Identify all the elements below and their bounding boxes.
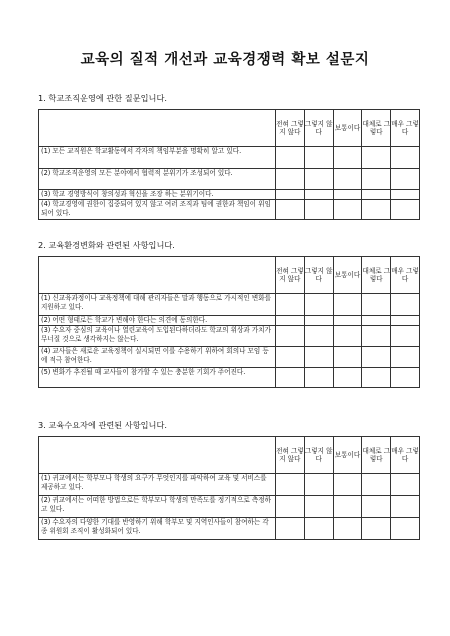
answer-cell[interactable] xyxy=(391,200,420,220)
section-1 xyxy=(38,93,418,220)
question-text: (1) 모든 교직원은 학교활동에서 각자의 책임부분을 명확히 알고 있다. xyxy=(39,147,276,169)
table-row xyxy=(39,496,420,518)
question-text: (1) 신교육과정이나 교육정책에 대해 관리자들은 말과 행동으로 가시적인 변화를 지원하고 있다. xyxy=(39,294,276,316)
table-row xyxy=(39,190,420,200)
answer-cell[interactable] xyxy=(391,316,420,326)
answer-cell[interactable] xyxy=(333,518,362,540)
answer-cell[interactable] xyxy=(391,326,420,347)
answer-cell[interactable] xyxy=(362,200,391,220)
question-header xyxy=(39,437,276,474)
question-text: (4) 학교경영에 권한이 집중되어 있지 않고 여러 조직과 팀에 권한과 책임이 위임되어 있다. xyxy=(39,200,276,220)
answer-cell[interactable] xyxy=(362,169,391,190)
table-row xyxy=(39,347,420,368)
answer-cell[interactable] xyxy=(276,496,305,518)
answer-cell[interactable] xyxy=(333,294,362,316)
section-heading: 1. 학교조직운영에 관한 질문입니다. xyxy=(38,93,167,103)
answer-cell[interactable] xyxy=(333,474,362,496)
answer-cell[interactable] xyxy=(391,294,420,316)
answer-cell[interactable] xyxy=(276,326,305,347)
table-row xyxy=(39,474,420,496)
answer-cell[interactable] xyxy=(304,200,333,220)
answer-cell[interactable] xyxy=(333,200,362,220)
question-header xyxy=(39,110,276,147)
answer-cell[interactable] xyxy=(333,496,362,518)
question-text: (2) 귀교에서는 어떠한 방법으로든 학부모나 학생의 만족도를 정기적으로 측정하고 있다. xyxy=(39,496,276,518)
answer-cell[interactable] xyxy=(304,518,333,540)
document-title: 교육의 질적 개선과 교육경쟁력 확보 설문지 xyxy=(80,51,370,68)
question-text: (2) 학교조직운영의 모든 분야에서 협력적 분위기가 조성되어 있다. xyxy=(39,169,276,190)
answer-cell[interactable] xyxy=(391,474,420,496)
answer-cell[interactable] xyxy=(304,190,333,200)
table-row xyxy=(39,147,420,169)
section-heading: 3. 교육수요자에 관련된 사항입니다. xyxy=(38,420,167,430)
answer-cell[interactable] xyxy=(276,200,305,220)
answer-cell[interactable] xyxy=(362,347,391,368)
answer-cell[interactable] xyxy=(391,190,420,200)
table-row xyxy=(39,169,420,190)
question-text: (2) 어떤 형태로든 학교가 변해야 한다는 의견에 동의한다. xyxy=(39,316,276,326)
table-header-row xyxy=(39,110,420,147)
answer-cell[interactable] xyxy=(333,147,362,169)
answer-cell[interactable] xyxy=(304,169,333,190)
question-header xyxy=(39,257,276,294)
answer-cell[interactable] xyxy=(304,496,333,518)
answer-cell[interactable] xyxy=(276,474,305,496)
answer-cell[interactable] xyxy=(304,294,333,316)
table-row xyxy=(39,518,420,540)
scale-header: 대체로 그렇다 xyxy=(362,437,391,474)
survey-table xyxy=(38,109,420,220)
scale-header: 그렇지 않다 xyxy=(304,257,333,294)
answer-cell[interactable] xyxy=(333,316,362,326)
table-row xyxy=(39,326,420,347)
answer-cell[interactable] xyxy=(362,326,391,347)
answer-cell[interactable] xyxy=(276,518,305,540)
table-row xyxy=(39,368,420,388)
scale-header: 보통이다 xyxy=(333,257,362,294)
scale-header: 매우 그렇다 xyxy=(391,437,420,474)
answer-cell[interactable] xyxy=(276,316,305,326)
survey-table xyxy=(38,256,420,388)
section-2 xyxy=(38,240,418,388)
answer-cell[interactable] xyxy=(333,368,362,388)
answer-cell[interactable] xyxy=(276,368,305,388)
answer-cell[interactable] xyxy=(362,496,391,518)
answer-cell[interactable] xyxy=(391,147,420,169)
table-row xyxy=(39,200,420,220)
answer-cell[interactable] xyxy=(304,147,333,169)
answer-cell[interactable] xyxy=(333,190,362,200)
question-text: (4) 교사들은 새로운 교육정책이 실시되면 이를 수용하기 위하여 회의나 모임 등에 적극 참여한다. xyxy=(39,347,276,368)
answer-cell[interactable] xyxy=(333,326,362,347)
section-3 xyxy=(38,420,418,540)
answer-cell[interactable] xyxy=(276,347,305,368)
scale-header: 매우 그렇다 xyxy=(391,110,420,147)
answer-cell[interactable] xyxy=(276,147,305,169)
answer-cell[interactable] xyxy=(304,474,333,496)
answer-cell[interactable] xyxy=(362,190,391,200)
scale-header: 전혀 그렇지 않다 xyxy=(276,437,305,474)
scale-header: 대체로 그렇다 xyxy=(362,110,391,147)
answer-cell[interactable] xyxy=(391,496,420,518)
answer-cell[interactable] xyxy=(276,190,305,200)
answer-cell[interactable] xyxy=(362,147,391,169)
scale-header: 전혀 그렇지 않다 xyxy=(276,257,305,294)
question-text: (1) 귀교에서는 학부모나 학생의 요구가 무엇인지를 파악하여 교육 및 서비스를 제공하고 있다. xyxy=(39,474,276,496)
answer-cell[interactable] xyxy=(276,294,305,316)
answer-cell[interactable] xyxy=(391,347,420,368)
table-header-row xyxy=(39,437,420,474)
question-text: (5) 변화가 추진될 때 교사들이 참가할 수 있는 충분한 기회가 주어진다. xyxy=(39,368,276,388)
survey-table xyxy=(38,436,420,540)
answer-cell[interactable] xyxy=(304,368,333,388)
question-text: (3) 수요자의 다양한 기대를 반영하기 위해 학부모 및 지역인사들이 참여하는 각종 위원회 조직이 활성화되어 있다. xyxy=(39,518,276,540)
answer-cell[interactable] xyxy=(362,474,391,496)
scale-header: 전혀 그렇지 않다 xyxy=(276,110,305,147)
table-row xyxy=(39,316,420,326)
scale-header: 대체로 그렇다 xyxy=(362,257,391,294)
answer-cell[interactable] xyxy=(304,347,333,368)
table-row xyxy=(39,294,420,316)
answer-cell[interactable] xyxy=(362,294,391,316)
scale-header: 그렇지 않다 xyxy=(304,110,333,147)
answer-cell[interactable] xyxy=(304,316,333,326)
scale-header: 보통이다 xyxy=(333,437,362,474)
scale-header: 보통이다 xyxy=(333,110,362,147)
scale-header: 매우 그렇다 xyxy=(391,257,420,294)
question-text: (3) 학교 경영방식이 창의성과 혁신을 조장 하는 분위기이다. xyxy=(39,190,276,200)
answer-cell[interactable] xyxy=(304,326,333,347)
answer-cell[interactable] xyxy=(333,169,362,190)
scale-header: 그렇지 않다 xyxy=(304,437,333,474)
answer-cell[interactable] xyxy=(276,169,305,190)
answer-cell[interactable] xyxy=(362,316,391,326)
section-heading: 2. 교육환경변화와 관련된 사항입니다. xyxy=(38,240,175,250)
answer-cell[interactable] xyxy=(391,368,420,388)
answer-cell[interactable] xyxy=(362,518,391,540)
answer-cell[interactable] xyxy=(391,169,420,190)
answer-cell[interactable] xyxy=(333,347,362,368)
question-text: (3) 수요자 중심의 교육이나 열린교육이 도입된다하더라도 학교의 위상과 가치가 무너질 것으로 생각하지는 않는다. xyxy=(39,326,276,347)
answer-cell[interactable] xyxy=(391,518,420,540)
answer-cell[interactable] xyxy=(362,368,391,388)
table-header-row xyxy=(39,257,420,294)
